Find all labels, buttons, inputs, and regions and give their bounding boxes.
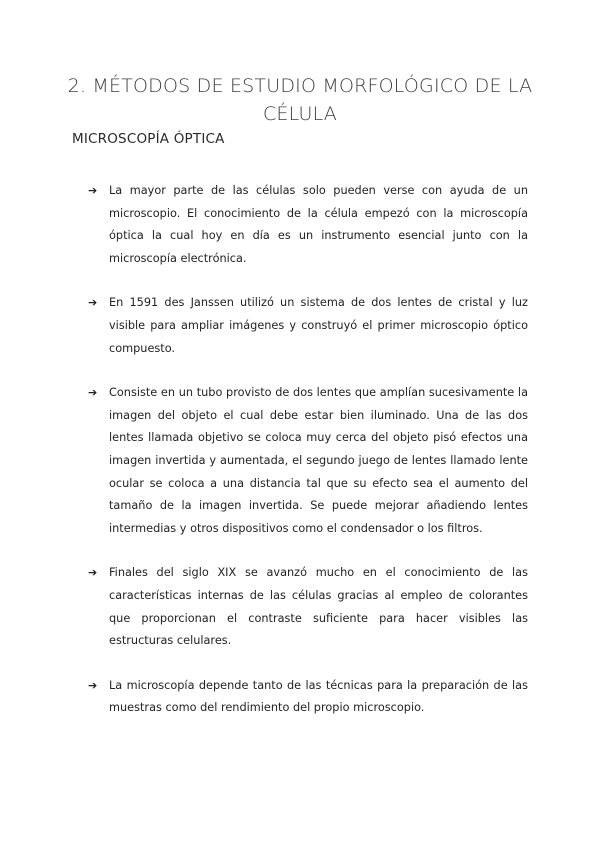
list-item <box>88 292 528 360</box>
list-item-text: Finales del siglo XIX se avanzó mucho en el conocimiento de las características internas de las células gracias al empleo de colorantes que proporcionan el contraste suficiente para hacer visibles las estructuras celulares. <box>109 566 528 648</box>
list-item-text: La microscopía depende tanto de las técnicas para la preparación de las muestras como del rendimiento del propio microscopio. <box>109 678 528 715</box>
bullet-list <box>88 180 528 720</box>
section-heading: MICROSCOPÍA ÓPTICA <box>72 131 225 147</box>
right-arrow-icon: ➔ <box>88 184 98 197</box>
right-arrow-icon: ➔ <box>88 678 98 692</box>
right-arrow-icon: ➔ <box>88 386 98 400</box>
list-item <box>88 675 528 720</box>
list-item <box>88 382 528 540</box>
page-title: 2. MÉTODOS DE ESTUDIO MORFOLÓGICO DE LA CÉLULA <box>67 75 533 125</box>
right-arrow-icon: ➔ <box>88 566 98 580</box>
right-arrow-icon: ➔ <box>88 296 98 310</box>
list-item <box>88 562 528 652</box>
list-item <box>88 180 528 270</box>
list-item-text: La mayor parte de las células solo pueden verse con ayuda de un microscopio. El conocimiento de la célula empezó con la microscopía óptica la cual hoy en día es un instrumento esencial junto con la microscopía electrónica. <box>109 184 528 265</box>
list-item-text: Consiste en un tubo provisto de dos lentes que amplían sucesivamente la imagen del objeto el cual debe estar bien iluminado. Una de las dos lentes llamada objetivo se coloca muy cerca del objeto pisó efectos una imagen invertida y aumentada, el segundo juego de lentes llamado lente ocular se coloca a una distancia tal que su efecto sea el aumento del tamaño de la imagen invertida. Se puede mejorar añadiendo lentes intermedias y otros dispositivos como el condensador o los filtros. <box>109 386 528 535</box>
list-item-text: En 1591 des Janssen utilizó un sistema de dos lentes de cristal y luz visible para ampliar imágenes y construyó el primer microscopio óptico compuesto. <box>109 296 528 355</box>
